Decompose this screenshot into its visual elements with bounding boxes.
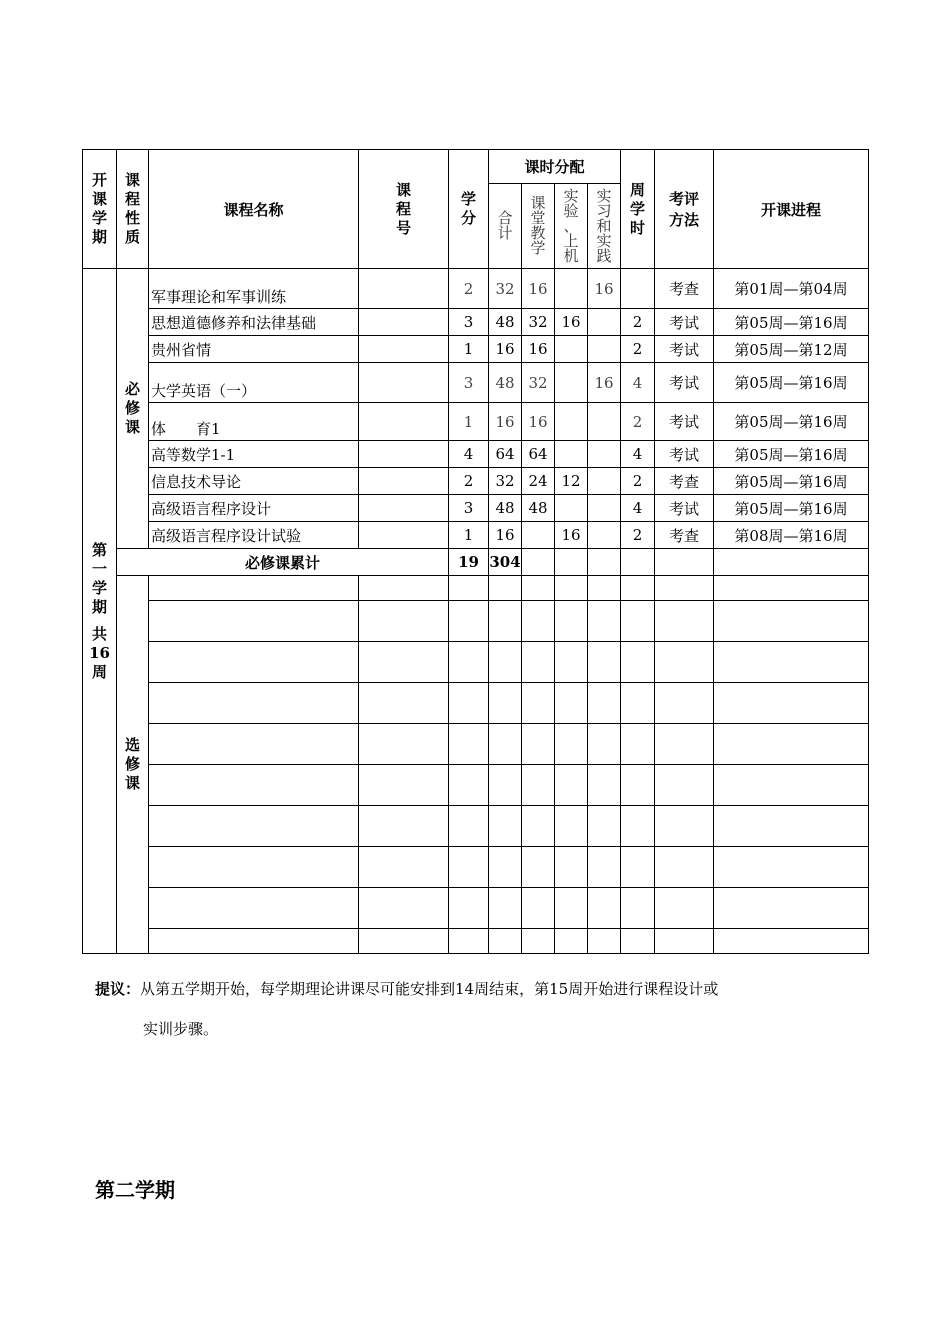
cell-schedule: 第05周—第16周 bbox=[714, 363, 869, 403]
empty-cell bbox=[449, 847, 489, 888]
note-line-1 bbox=[95, 978, 718, 999]
cell-lab bbox=[555, 403, 588, 441]
empty-cell bbox=[588, 683, 621, 724]
elective-row bbox=[83, 576, 869, 601]
header-assessment-text: 考评 方法 bbox=[669, 190, 700, 229]
cell-exam: 考试 bbox=[655, 309, 714, 336]
cell-credit: 1 bbox=[449, 403, 489, 441]
header-term-text: 开 课 学 期 bbox=[91, 171, 107, 246]
empty-cell bbox=[359, 724, 449, 765]
empty-cell bbox=[555, 601, 588, 642]
header-lab bbox=[555, 184, 588, 269]
course-no bbox=[359, 309, 449, 336]
empty-cell bbox=[621, 549, 655, 576]
table-row bbox=[83, 336, 869, 363]
course-name: 贵州省情 bbox=[149, 336, 359, 363]
empty-cell bbox=[714, 806, 869, 847]
header-hours-group: 课时分配 bbox=[489, 150, 621, 184]
cell-lecture: 48 bbox=[522, 495, 555, 522]
empty-cell bbox=[655, 765, 714, 806]
empty-cell bbox=[588, 642, 621, 683]
cell-lab bbox=[555, 336, 588, 363]
note-text-1: 从第五学期开始，每学期理论讲课尽可能安排到14周结束，第15周开始进行课程设计或 bbox=[140, 980, 719, 998]
header-nature-text: 课 程 性 质 bbox=[124, 171, 140, 246]
elective-row bbox=[83, 929, 869, 954]
course-no bbox=[359, 403, 449, 441]
empty-cell bbox=[359, 806, 449, 847]
cell-credit: 3 bbox=[449, 495, 489, 522]
cell-weekly bbox=[621, 269, 655, 309]
cell-total: 16 bbox=[489, 336, 522, 363]
elective-row bbox=[83, 642, 869, 683]
cell-schedule: 第08周—第16周 bbox=[714, 522, 869, 549]
table-row bbox=[83, 468, 869, 495]
empty-cell bbox=[655, 601, 714, 642]
required-total-credit: 19 bbox=[449, 549, 489, 576]
header-lecture bbox=[522, 184, 555, 269]
course-name: 高等数学1-1 bbox=[149, 441, 359, 468]
elective-row bbox=[83, 724, 869, 765]
empty-cell bbox=[149, 724, 359, 765]
cell-lecture bbox=[522, 522, 555, 549]
cell-credit: 2 bbox=[449, 468, 489, 495]
course-name: 信息技术导论 bbox=[149, 468, 359, 495]
cell-exam: 考试 bbox=[655, 403, 714, 441]
empty-cell bbox=[714, 683, 869, 724]
cell-schedule: 第05周—第12周 bbox=[714, 336, 869, 363]
course-name: 高级语言程序设计试验 bbox=[149, 522, 359, 549]
course-no bbox=[359, 468, 449, 495]
cell-exam: 考试 bbox=[655, 336, 714, 363]
cell-total: 64 bbox=[489, 441, 522, 468]
empty-cell bbox=[489, 642, 522, 683]
cell-lecture: 16 bbox=[522, 336, 555, 363]
header-assessment bbox=[655, 150, 714, 269]
empty-cell bbox=[449, 642, 489, 683]
required-label: 必 修 课 bbox=[124, 380, 140, 436]
empty-cell bbox=[149, 765, 359, 806]
cell-lab bbox=[555, 363, 588, 403]
empty-cell bbox=[522, 847, 555, 888]
empty-cell bbox=[555, 724, 588, 765]
cell-credit: 2 bbox=[449, 269, 489, 309]
empty-cell bbox=[714, 929, 869, 954]
header-term bbox=[83, 150, 117, 269]
header-weekly bbox=[621, 150, 655, 269]
empty-cell bbox=[588, 724, 621, 765]
cell-schedule: 第05周—第16周 bbox=[714, 403, 869, 441]
empty-cell bbox=[555, 549, 588, 576]
cell-practice bbox=[588, 522, 621, 549]
course-name: 体 育1 bbox=[149, 403, 359, 441]
empty-cell bbox=[522, 765, 555, 806]
empty-cell bbox=[149, 601, 359, 642]
cell-credit: 4 bbox=[449, 441, 489, 468]
semester-label: 第 一 学 期 共 16 周 bbox=[89, 540, 110, 681]
cell-total: 16 bbox=[489, 522, 522, 549]
cell-weekly: 2 bbox=[621, 309, 655, 336]
empty-cell bbox=[149, 929, 359, 954]
empty-cell bbox=[714, 549, 869, 576]
cell-weekly: 4 bbox=[621, 495, 655, 522]
empty-cell bbox=[522, 888, 555, 929]
cell-practice: 16 bbox=[588, 363, 621, 403]
cell-weekly: 2 bbox=[621, 522, 655, 549]
table-row bbox=[83, 363, 869, 403]
empty-cell bbox=[522, 601, 555, 642]
empty-cell bbox=[714, 601, 869, 642]
cell-exam: 考试 bbox=[655, 363, 714, 403]
cell-schedule: 第01周—第04周 bbox=[714, 269, 869, 309]
empty-cell bbox=[449, 683, 489, 724]
cell-total: 32 bbox=[489, 468, 522, 495]
empty-cell bbox=[449, 765, 489, 806]
empty-cell bbox=[655, 576, 714, 601]
cell-schedule: 第05周—第16周 bbox=[714, 441, 869, 468]
empty-cell bbox=[588, 576, 621, 601]
course-name: 思想道德修养和法律基础 bbox=[149, 309, 359, 336]
empty-cell bbox=[555, 888, 588, 929]
header-course-no-text: 课 程 号 bbox=[395, 180, 411, 237]
header-course-no bbox=[359, 150, 449, 269]
empty-cell bbox=[489, 847, 522, 888]
empty-cell bbox=[359, 929, 449, 954]
cell-lecture: 64 bbox=[522, 441, 555, 468]
empty-cell bbox=[655, 847, 714, 888]
cell-weekly: 2 bbox=[621, 403, 655, 441]
empty-cell bbox=[655, 888, 714, 929]
empty-cell bbox=[621, 806, 655, 847]
empty-cell bbox=[449, 601, 489, 642]
cell-exam: 考查 bbox=[655, 468, 714, 495]
empty-cell bbox=[149, 806, 359, 847]
empty-cell bbox=[555, 929, 588, 954]
header-credits bbox=[449, 150, 489, 269]
cell-practice bbox=[588, 403, 621, 441]
required-nature-cell bbox=[117, 269, 149, 549]
cell-lab bbox=[555, 269, 588, 309]
required-total-row bbox=[83, 549, 869, 576]
empty-cell bbox=[149, 888, 359, 929]
empty-cell bbox=[621, 765, 655, 806]
empty-cell bbox=[522, 806, 555, 847]
header-credits-text: 学 分 bbox=[460, 190, 476, 227]
course-name: 大学英语（一） bbox=[149, 363, 359, 403]
empty-cell bbox=[588, 847, 621, 888]
cell-lecture: 16 bbox=[522, 269, 555, 309]
elective-row bbox=[83, 683, 869, 724]
empty-cell bbox=[449, 576, 489, 601]
cell-practice bbox=[588, 336, 621, 363]
empty-cell bbox=[655, 929, 714, 954]
elective-row bbox=[83, 601, 869, 642]
cell-practice bbox=[588, 309, 621, 336]
table-row bbox=[83, 269, 869, 309]
empty-cell bbox=[714, 765, 869, 806]
empty-cell bbox=[359, 888, 449, 929]
course-name: 高级语言程序设计 bbox=[149, 495, 359, 522]
empty-cell bbox=[621, 642, 655, 683]
course-no bbox=[359, 522, 449, 549]
cell-total: 48 bbox=[489, 363, 522, 403]
empty-cell bbox=[359, 642, 449, 683]
cell-weekly: 4 bbox=[621, 363, 655, 403]
elective-row bbox=[83, 888, 869, 929]
cell-lecture: 24 bbox=[522, 468, 555, 495]
cell-lecture: 16 bbox=[522, 403, 555, 441]
empty-cell bbox=[555, 847, 588, 888]
empty-cell bbox=[149, 576, 359, 601]
empty-cell bbox=[655, 806, 714, 847]
cell-weekly: 4 bbox=[621, 441, 655, 468]
empty-cell bbox=[149, 683, 359, 724]
course-no bbox=[359, 269, 449, 309]
empty-cell bbox=[359, 847, 449, 888]
empty-cell bbox=[359, 576, 449, 601]
cell-schedule: 第05周—第16周 bbox=[714, 309, 869, 336]
header-lab-text: 实 验 、 上 机 bbox=[563, 186, 579, 265]
elective-label: 选 修 课 bbox=[124, 736, 140, 792]
empty-cell bbox=[714, 642, 869, 683]
empty-cell bbox=[655, 724, 714, 765]
empty-cell bbox=[359, 683, 449, 724]
curriculum-table bbox=[82, 149, 869, 954]
cell-lecture: 32 bbox=[522, 309, 555, 336]
empty-cell bbox=[555, 642, 588, 683]
required-total-label: 必修课累计 bbox=[117, 549, 449, 576]
empty-cell bbox=[449, 724, 489, 765]
table-row bbox=[83, 495, 869, 522]
cell-exam: 考查 bbox=[655, 269, 714, 309]
cell-credit: 1 bbox=[449, 336, 489, 363]
empty-cell bbox=[714, 847, 869, 888]
header-total bbox=[489, 184, 522, 269]
cell-practice: 16 bbox=[588, 269, 621, 309]
empty-cell bbox=[655, 683, 714, 724]
empty-cell bbox=[489, 765, 522, 806]
cell-lab: 12 bbox=[555, 468, 588, 495]
empty-cell bbox=[489, 724, 522, 765]
empty-cell bbox=[621, 888, 655, 929]
header-total-text: 合 计 bbox=[497, 209, 513, 242]
elective-row bbox=[83, 847, 869, 888]
required-total-hours: 304 bbox=[489, 549, 522, 576]
cell-total: 32 bbox=[489, 269, 522, 309]
empty-cell bbox=[522, 576, 555, 601]
cell-exam: 考查 bbox=[655, 522, 714, 549]
empty-cell bbox=[449, 888, 489, 929]
empty-cell bbox=[588, 765, 621, 806]
empty-cell bbox=[522, 724, 555, 765]
empty-cell bbox=[522, 549, 555, 576]
empty-cell bbox=[621, 724, 655, 765]
table-row bbox=[83, 403, 869, 441]
cell-total: 48 bbox=[489, 309, 522, 336]
header-schedule: 开课进程 bbox=[714, 150, 869, 269]
course-no bbox=[359, 363, 449, 403]
empty-cell bbox=[489, 888, 522, 929]
cell-weekly: 2 bbox=[621, 336, 655, 363]
empty-cell bbox=[655, 642, 714, 683]
empty-cell bbox=[489, 601, 522, 642]
cell-exam: 考试 bbox=[655, 495, 714, 522]
note-line-2: 实训步骤。 bbox=[143, 1020, 219, 1038]
elective-row bbox=[83, 806, 869, 847]
elective-nature-cell bbox=[117, 576, 149, 954]
empty-cell bbox=[555, 765, 588, 806]
empty-cell bbox=[621, 576, 655, 601]
table-row bbox=[83, 309, 869, 336]
course-name: 军事理论和军事训练 bbox=[149, 269, 359, 309]
header-weekly-text: 周 学 时 bbox=[630, 180, 646, 237]
empty-cell bbox=[588, 549, 621, 576]
empty-cell bbox=[655, 549, 714, 576]
cell-credit: 1 bbox=[449, 522, 489, 549]
course-no bbox=[359, 336, 449, 363]
cell-schedule: 第05周—第16周 bbox=[714, 495, 869, 522]
course-no bbox=[359, 495, 449, 522]
cell-total: 16 bbox=[489, 403, 522, 441]
empty-cell bbox=[359, 601, 449, 642]
semester-cell bbox=[83, 269, 117, 954]
header-lecture-text: 课 堂 教 学 bbox=[530, 194, 546, 257]
empty-cell bbox=[449, 806, 489, 847]
empty-cell bbox=[588, 888, 621, 929]
cell-exam: 考试 bbox=[655, 441, 714, 468]
empty-cell bbox=[555, 576, 588, 601]
empty-cell bbox=[621, 847, 655, 888]
empty-cell bbox=[555, 683, 588, 724]
empty-cell bbox=[621, 601, 655, 642]
cell-lecture: 32 bbox=[522, 363, 555, 403]
cell-credit: 3 bbox=[449, 363, 489, 403]
header-course-name: 课程名称 bbox=[149, 150, 359, 269]
empty-cell bbox=[621, 929, 655, 954]
empty-cell bbox=[149, 847, 359, 888]
course-no bbox=[359, 441, 449, 468]
empty-cell bbox=[588, 601, 621, 642]
cell-practice bbox=[588, 495, 621, 522]
empty-cell bbox=[489, 576, 522, 601]
table-row bbox=[83, 522, 869, 549]
empty-cell bbox=[359, 765, 449, 806]
empty-cell bbox=[588, 929, 621, 954]
table-row bbox=[83, 441, 869, 468]
empty-cell bbox=[714, 724, 869, 765]
cell-practice bbox=[588, 441, 621, 468]
header-practice-text: 实 习 和 实 践 bbox=[596, 186, 612, 265]
empty-cell bbox=[489, 806, 522, 847]
note-label: 提议： bbox=[95, 980, 141, 998]
cell-practice bbox=[588, 468, 621, 495]
empty-cell bbox=[588, 806, 621, 847]
cell-lab: 16 bbox=[555, 522, 588, 549]
cell-lab: 16 bbox=[555, 309, 588, 336]
empty-cell bbox=[621, 683, 655, 724]
empty-cell bbox=[489, 929, 522, 954]
empty-cell bbox=[522, 683, 555, 724]
cell-total: 48 bbox=[489, 495, 522, 522]
cell-credit: 3 bbox=[449, 309, 489, 336]
empty-cell bbox=[489, 683, 522, 724]
elective-row bbox=[83, 765, 869, 806]
header-practice bbox=[588, 184, 621, 269]
empty-cell bbox=[714, 576, 869, 601]
cell-schedule: 第05周—第16周 bbox=[714, 468, 869, 495]
header-nature bbox=[117, 150, 149, 269]
empty-cell bbox=[555, 806, 588, 847]
cell-lab bbox=[555, 441, 588, 468]
empty-cell bbox=[714, 888, 869, 929]
empty-cell bbox=[522, 929, 555, 954]
empty-cell bbox=[149, 642, 359, 683]
empty-cell bbox=[449, 929, 489, 954]
cell-weekly: 2 bbox=[621, 468, 655, 495]
empty-cell bbox=[522, 642, 555, 683]
cell-lab bbox=[555, 495, 588, 522]
section-heading-semester-2: 第二学期 bbox=[95, 1178, 175, 1202]
